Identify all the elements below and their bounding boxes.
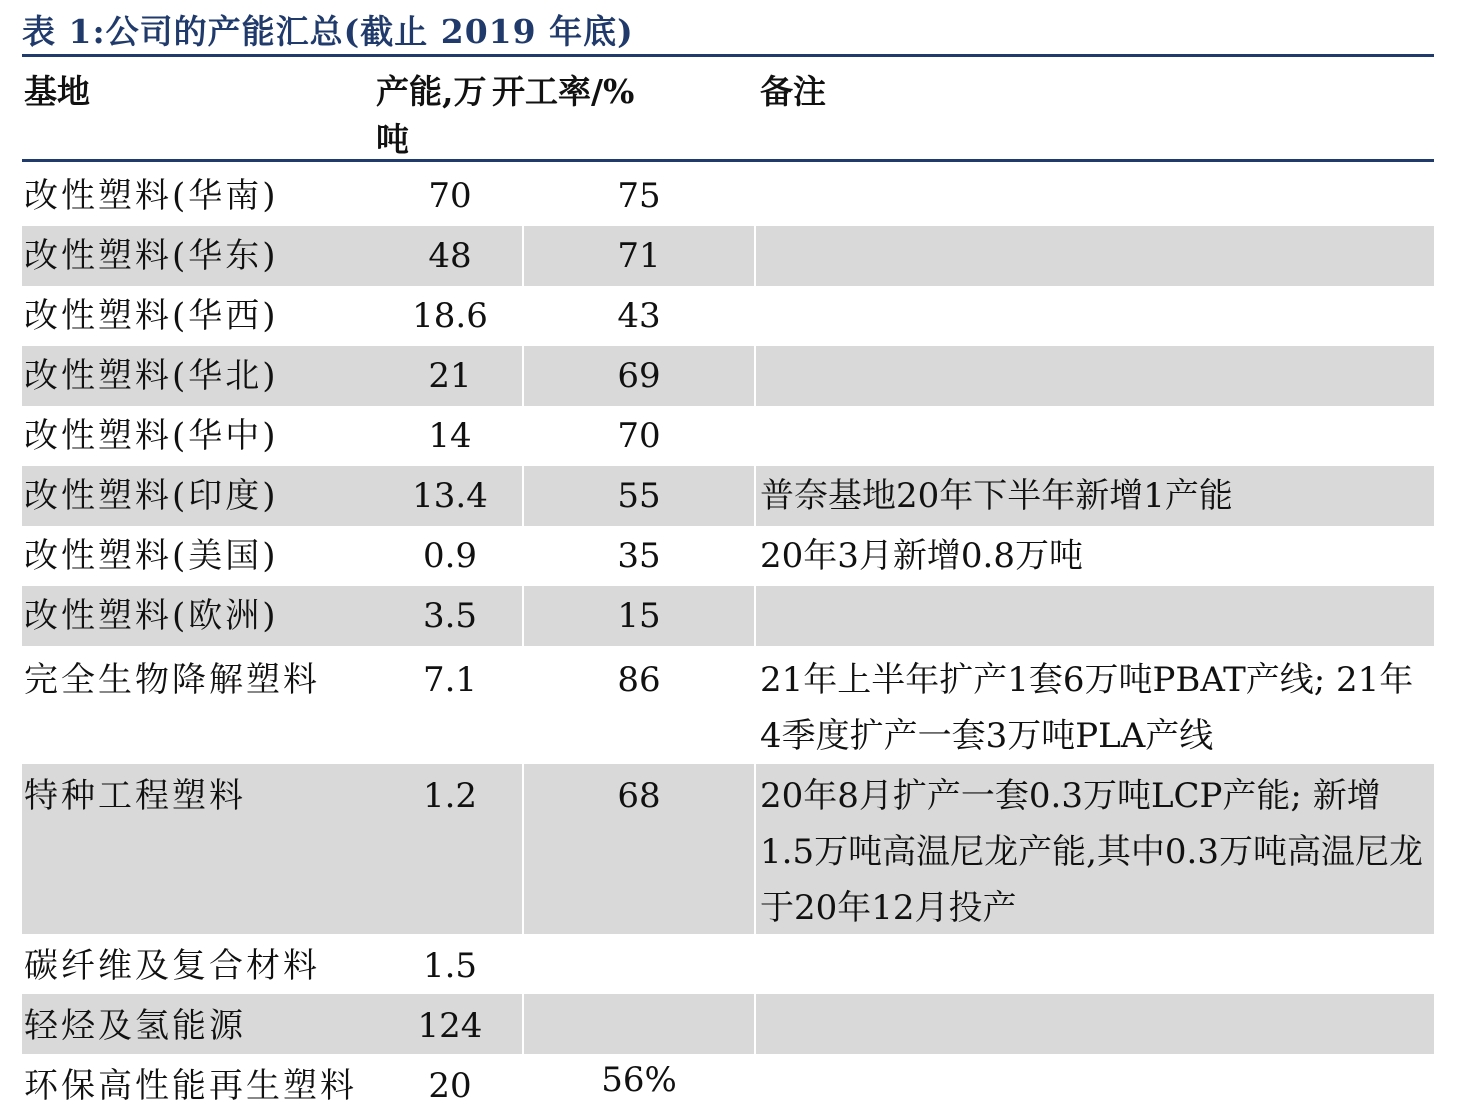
cell-base: 改性塑料(华西) bbox=[24, 296, 279, 336]
table-row bbox=[22, 994, 1434, 1054]
table-row bbox=[22, 764, 1434, 934]
cell-rate: 71 bbox=[617, 236, 661, 276]
table-row bbox=[22, 286, 1434, 346]
cell-capacity: 3.5 bbox=[422, 596, 478, 636]
title-rule bbox=[22, 54, 1434, 57]
column-separator bbox=[754, 586, 756, 646]
column-separator bbox=[754, 226, 756, 286]
cell-capacity: 7.1 bbox=[422, 660, 478, 700]
header-rule bbox=[22, 159, 1434, 162]
table-title: 表 1:公司的产能汇总(截止 2019 年底) bbox=[22, 12, 634, 51]
cell-rate: 15 bbox=[617, 596, 661, 636]
cell-base: 改性塑料(华中) bbox=[24, 416, 279, 456]
table-row bbox=[22, 166, 1434, 226]
cell-capacity: 1.2 bbox=[422, 776, 478, 816]
header-capacity: 产能,万吨 bbox=[376, 72, 487, 159]
cell-rate: 68 bbox=[617, 776, 661, 816]
cell-rate: 75 bbox=[617, 176, 661, 216]
table-row bbox=[22, 934, 1434, 994]
table-row bbox=[22, 226, 1434, 286]
cell-base: 环保高性能再生塑料 bbox=[24, 1066, 357, 1106]
cell-capacity: 1.5 bbox=[422, 946, 478, 986]
table-row bbox=[22, 1054, 1434, 1116]
column-separator bbox=[754, 994, 756, 1054]
cell-rate: 69 bbox=[617, 356, 661, 396]
table-row bbox=[22, 526, 1434, 586]
cell-base: 碳纤维及复合材料 bbox=[24, 946, 320, 986]
cell-base: 改性塑料(欧洲) bbox=[24, 596, 279, 636]
table-row bbox=[22, 646, 1434, 764]
cell-base: 轻烃及氢能源 bbox=[24, 1006, 246, 1046]
header-note: 备注 bbox=[760, 72, 826, 111]
cell-base: 改性塑料(华南) bbox=[24, 176, 279, 216]
cell-base: 改性塑料(华东) bbox=[24, 236, 279, 276]
column-separator bbox=[754, 346, 756, 406]
cell-base: 特种工程塑料 bbox=[24, 776, 246, 816]
table-row bbox=[22, 346, 1434, 406]
cell-base: 改性塑料(印度) bbox=[24, 476, 279, 516]
cell-capacity: 70 bbox=[428, 176, 472, 216]
cell-capacity: 0.9 bbox=[422, 536, 478, 576]
cell-rate: 35 bbox=[617, 536, 661, 576]
cell-capacity: 48 bbox=[428, 236, 472, 276]
cell-capacity: 20 bbox=[428, 1066, 472, 1106]
column-separator bbox=[754, 764, 756, 934]
cell-capacity: 124 bbox=[417, 1006, 483, 1046]
cell-rate: 55 bbox=[617, 476, 661, 516]
cell-rate: 43 bbox=[617, 296, 661, 336]
cell-base: 改性塑料(华北) bbox=[24, 356, 279, 396]
cell-base: 完全生物降解塑料 bbox=[24, 660, 320, 700]
cell-rate: 56% bbox=[601, 1060, 677, 1100]
table-row bbox=[22, 466, 1434, 526]
cell-capacity: 18.6 bbox=[412, 296, 488, 336]
cell-rate: 70 bbox=[617, 416, 661, 456]
cell-capacity: 14 bbox=[428, 416, 472, 456]
cell-capacity: 13.4 bbox=[412, 476, 488, 516]
cell-rate: 86 bbox=[617, 660, 661, 700]
column-separator bbox=[754, 466, 756, 526]
cell-note: 21年上半年扩产1套6万吨PBAT产线; 21年4季度扩产一套3万吨PLA产线 bbox=[760, 660, 1414, 756]
cell-base: 改性塑料(美国) bbox=[24, 536, 279, 576]
cell-note: 20年8月扩产一套0.3万吨LCP产能; 新增1.5万吨高温尼龙产能,其中0.3万吨高温尼龙于20年12月投产 bbox=[760, 776, 1423, 928]
table-row bbox=[22, 586, 1434, 646]
cell-capacity: 21 bbox=[428, 356, 472, 396]
cell-note: 20年3月新增0.8万吨 bbox=[760, 536, 1083, 576]
header-rate: 开工率/% bbox=[492, 72, 635, 111]
header-base: 基地 bbox=[24, 72, 90, 111]
cell-note: 普奈基地20年下半年新增1产能 bbox=[760, 476, 1233, 516]
table-row bbox=[22, 406, 1434, 466]
